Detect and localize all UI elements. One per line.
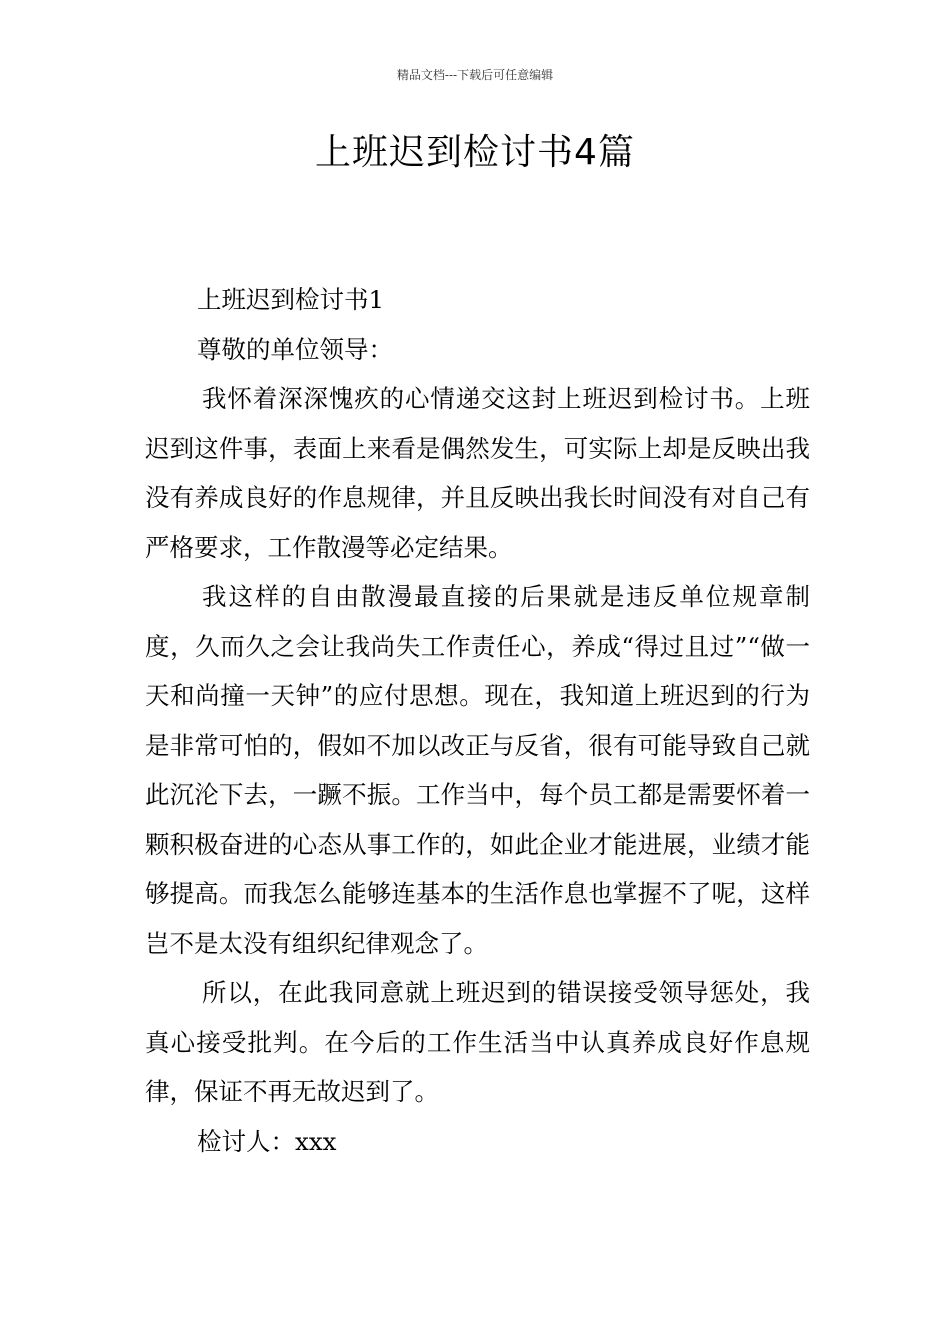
paragraph-3: 所以，在此我同意就上班迟到的错误接受领导惩处，我真心接受批判。在今后的工作生活当中认真养成良好作息规律，保证不再无故迟到了。 [145, 978, 810, 1106]
signature: 检讨人：xxx [197, 1126, 337, 1156]
salutation: 尊敬的单位领导： [197, 334, 393, 364]
document-title: 上班迟到检讨书4篇 [315, 132, 635, 173]
paragraph-1: 我怀着深深愧疚的心情递交这封上班迟到检讨书。上班迟到这件事，表面上来看是偶然发生，可实际上却是反映出我没有养成良好的作息规律，并且反映出我长时间没有对自己有严格要求，工作散漫等必定结果。 [145, 384, 810, 562]
paragraph-2: 我这样的自由散漫最直接的后果就是违反单位规章制度，久而久之会让我尚失工作责任心，养成“得过且过”“做一天和尚撞一天钟”的应付思想。现在，我知道上班迟到的行为是非常可怕的，假如不加以改正与反省，很有可能导致自己就此沉沦下去，一蹶不振。工作当中，每个员工都是需要怀着一颗积极奋进的心态从事工作的，如此企业才能进展，业绩才能够提高。而我怎么能够连基本的生活作息也掌握不了呢，这样岂不是太没有组织纪律观念了。 [145, 582, 810, 958]
header-note: 精品文档---下载后可任意编辑 [396, 68, 554, 82]
document-body [145, 275, 810, 1166]
section-heading: 上班迟到检讨书1 [197, 285, 385, 314]
